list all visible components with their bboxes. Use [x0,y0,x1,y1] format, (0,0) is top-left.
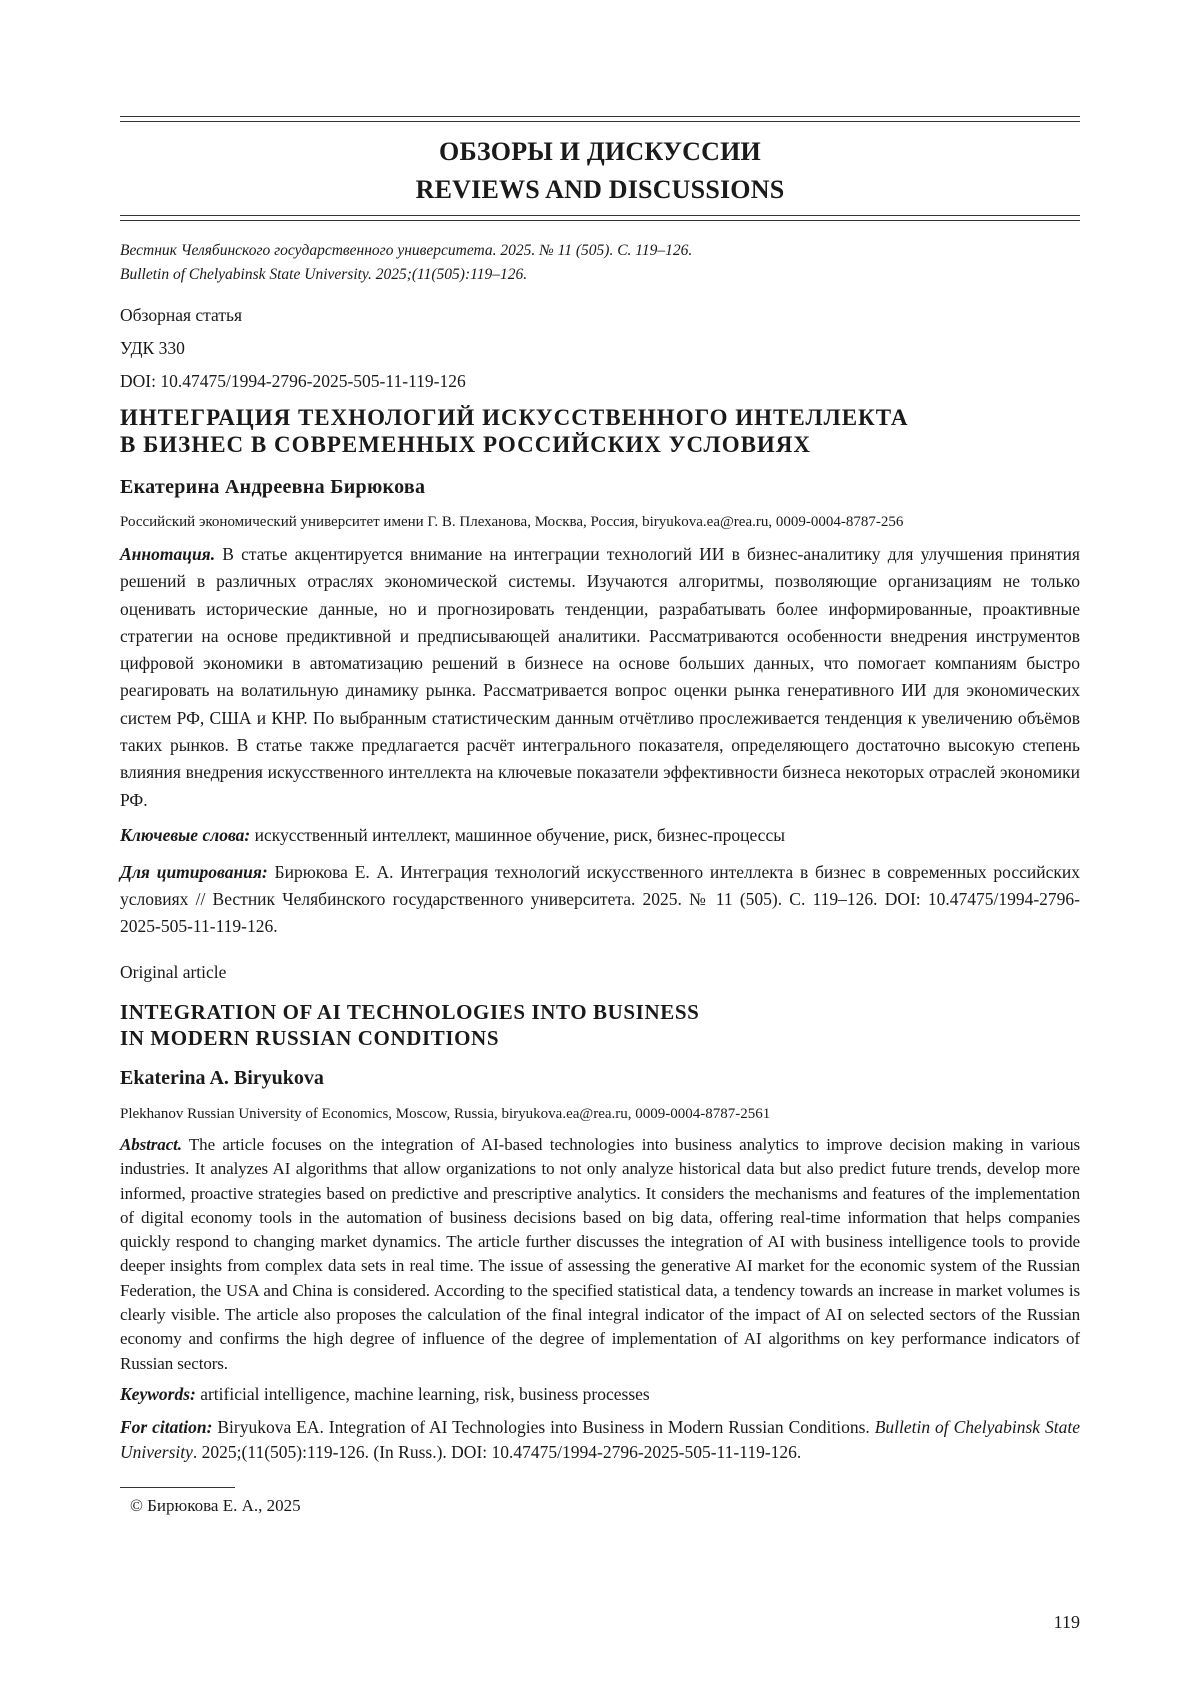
article-type-ru: Обзорная статья [120,305,243,325]
keywords-label-en: Keywords: [120,1383,196,1404]
journal-reference-ru: Вестник Челябинского государственного университета. 2025. № 11 (505). С. 119–126. [120,242,693,259]
journal-reference [120,239,1080,287]
journal-reference-en: Bulletin of Chelyabinsk State University. 2025;(11(505):119–126. [120,266,528,283]
citation-text-ru: Бирюкова Е. А. Интеграция технологий искусственного интеллекта в бизнес в современных российских условиях // Вестник Челябинского государственного университета. 2025. № 11 (505). С. 119–126. DOI: 10.47475/1994-2796-2025-505-11-119-126. [120,861,1080,936]
citation-ru [120,859,1080,940]
author-name-en: Ekaterina A. Biryukova [120,1066,324,1089]
citation-journal-en: Bulletin of Chelyabinsk State University [120,1416,1080,1462]
article-title-ru-line2: В БИЗНЕС В СОВРЕМЕННЫХ РОССИЙСКИХ УСЛОВИЯХ [120,432,812,457]
article-title-en [120,999,1080,1051]
citation-text-en-b: . 2025;(11(505):119-126. (In Russ.). DOI: 10.47475/1994-2796-2025-505-11-119-126. [192,1441,802,1462]
doi-ru: DOI: 10.47475/1994-2796-2025-505-11-119-126 [120,371,466,391]
header-double-rule [120,116,1080,122]
article-page [120,0,1080,1516]
article-type-en: Original article [120,961,227,982]
keywords-text-ru: искусственный интеллект, машинное обучение, риск, бизнес-процессы [250,824,785,845]
abstract-label-en: Abstract. [120,1134,182,1154]
keywords-ru [120,822,1080,849]
article-title-ru-line1: ИНТЕГРАЦИЯ ТЕХНОЛОГИЙ ИСКУССТВЕННОГО ИНТЕЛЛЕКТА [120,405,909,430]
article-title-en-line1: INTEGRATION OF AI TECHNOLOGIES INTO BUSINESS [120,999,700,1024]
article-title-en-line2: IN MODERN RUSSIAN CONDITIONS [120,1025,500,1050]
keywords-en [120,1384,1080,1405]
citation-label-ru: Для цитирования: [120,861,268,882]
abstract-text-en: The article focuses on the integration of AI-based technologies into business analytics to improve decision making in various industries. It analyzes AI algorithms that allow organizations to not only analyze historical data but also predict future trends, develop more informed, proactive strategies based on predictive and prescriptive analytics. It considers the mechanisms and features of the implementation of digital economy tools in the automation of business decisions based on big data, offering real-time information that helps companies quickly respond to changing market dynamics. The article further discusses the integration of AI with business intelligence tools to provide deeper insights from complex data sets in real time. The issue of assessing the generative AI market for the economic system of the Russian Federation, the USA and China is considered. According to the specified statistical data, a tendency towards an increase in market volumes is clearly visible. The article also proposes the calculation of the final integral indicator of the impact of AI on selected sectors of the Russian economy and confirms the high degree of influence of the degree of implementation of AI algorithms on key performance indicators of Russian sectors. [120,1134,1080,1373]
footnote-rule [120,1487,235,1488]
section-title-en: REVIEWS AND DISCUSSIONS [415,175,785,204]
keywords-text-en: artificial intelligence, machine learning, risk, business processes [195,1383,650,1404]
author-name-ru: Екатерина Андреевна Бирюкова [120,476,426,498]
abstract-en [120,1133,1080,1376]
article-title-ru [120,404,1080,458]
citation-label-en: For citation: [120,1416,213,1437]
abstract-ru [120,541,1080,814]
affiliation-en: Plekhanov Russian University of Economics, Moscow, Russia, biryukova.ea@rea.ru, 0009-0004-8787-2561 [120,1105,771,1122]
affiliation-ru: Российский экономический университет имени Г. В. Плеханова, Москва, Россия, biryukova.ea@rea.ru, 0009-0004-8787-256 [120,514,904,530]
citation-text-en-a: Biryukova EA. Integration of AI Technologies into Business in Modern Russian Conditions. [212,1416,875,1437]
section-double-rule [120,215,1080,221]
page-number: 119 [1053,1612,1080,1632]
copyright-notice: © Бирюкова Е. А., 2025 [130,1495,301,1515]
abstract-label-ru: Аннотация. [120,544,216,564]
citation-en [120,1415,1080,1465]
article-meta [120,299,1080,398]
abstract-text-ru: В статье акцентируется внимание на интеграции технологий ИИ в бизнес-аналитику для улучшения принятия решений в различных отраслях экономической системы. Изучаются алгоритмы, позволяющие организациям не только оценивать исторические данные, но и прогнозировать тенденции, разрабатывать более информированные, проактивные стратегии на основе предиктивной и предписывающей аналитики. Рассматриваются особенности внедрения инструментов цифровой экономики в автоматизацию решений в бизнесе на основе больших данных, что помогает компаниям быстро реагировать на волатильную динамику рынка. Рассматривается вопрос оценки рынка генеративного ИИ для экономических систем РФ, США и КНР. По выбранным статистическим данным отчётливо прослеживается тенденция к увеличению объёмов таких рынков. В статье также предлагается расчёт интегрального показателя, определяющего достаточно высокую степень влияния внедрения искусственного интеллекта на ключевые показатели эффективности бизнеса некоторых отраслей экономики РФ. [120,544,1080,810]
section-title-ru: ОБЗОРЫ И ДИСКУССИИ [439,137,761,166]
keywords-label-ru: Ключевые слова: [120,824,251,845]
udk-code: УДК 330 [120,338,185,358]
